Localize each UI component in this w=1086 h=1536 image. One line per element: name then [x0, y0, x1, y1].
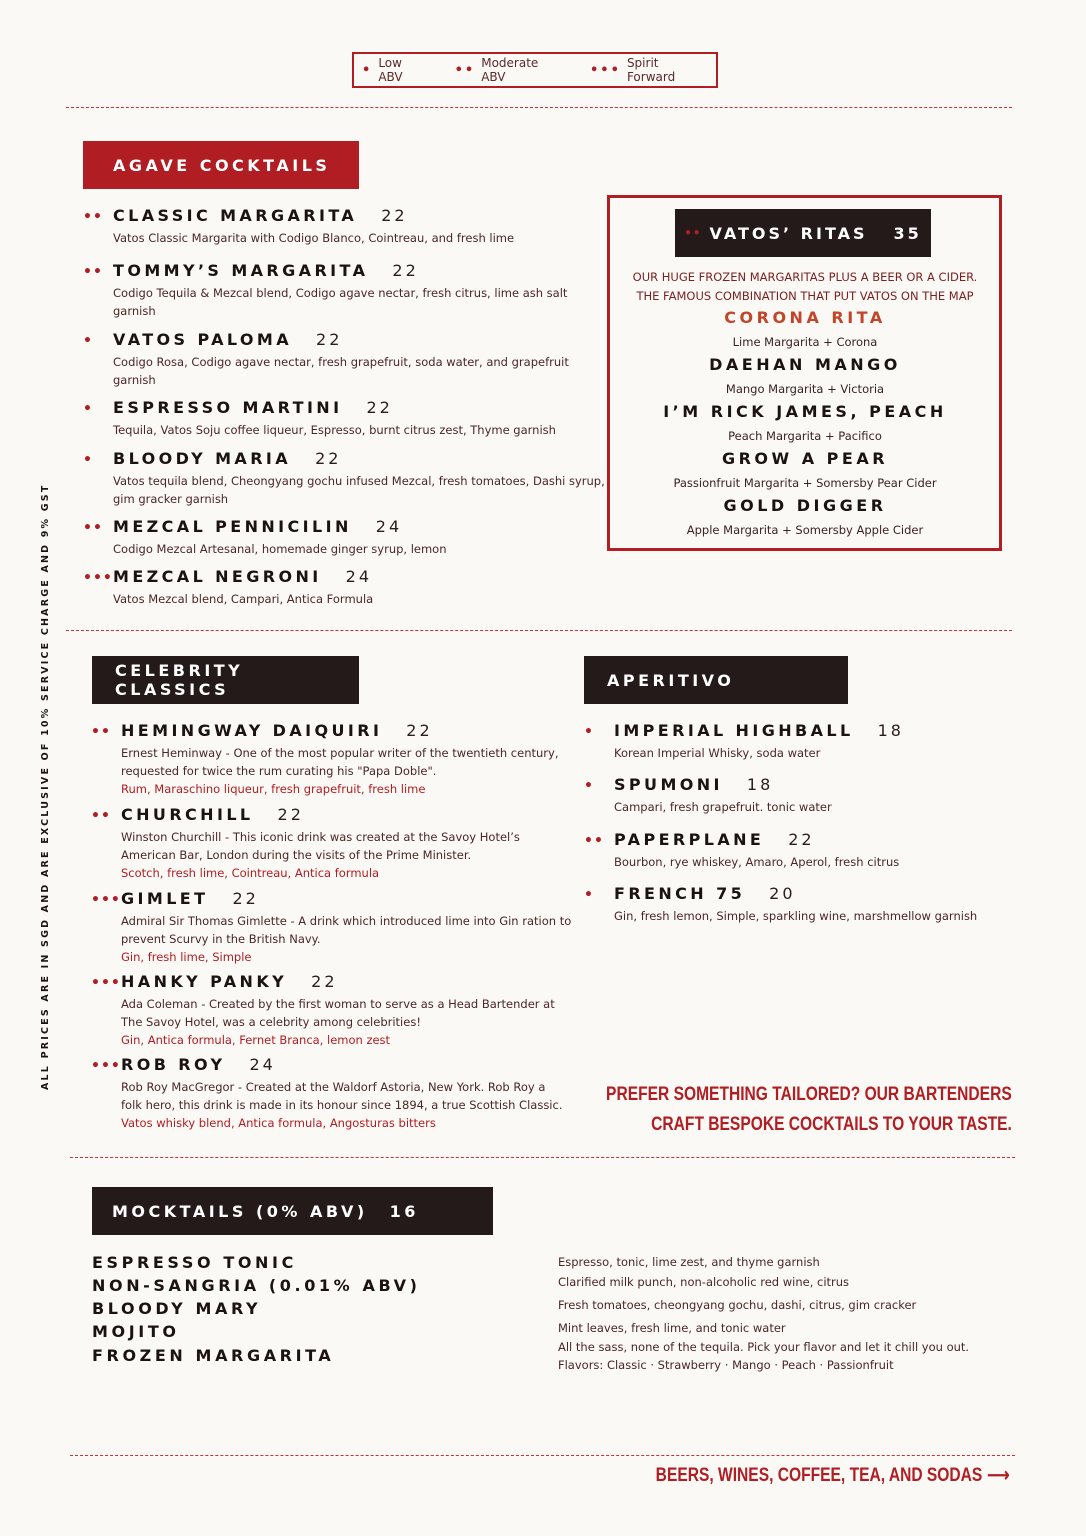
abv-dots: ••	[684, 226, 702, 240]
item-ingredients: Rum, Maraschino liqueur, fresh grapefruit, fresh lime	[121, 782, 426, 796]
item-name: SPUMONI	[614, 775, 723, 794]
price-note: ALL PRICES ARE IN SGD AND ARE EXCLUSIVE OF 10% SERVICE CHARGE AND 9% GST	[40, 483, 51, 1090]
item-price: 22	[406, 721, 433, 740]
item-name: GIMLET	[121, 889, 209, 908]
agave-item	[83, 330, 583, 389]
celebrity-item	[91, 972, 581, 1049]
mocktails-price: 16	[389, 1201, 419, 1221]
ritas-intro-2: THE FAMOUS COMBINATION THAT PUT VATOS ON THE MAP	[636, 289, 974, 303]
item-desc: Vatos Mezcal blend, Campari, Antica Formula	[113, 592, 374, 606]
mocktail-desc: Fresh tomatoes, cheongyang gochu, dashi, citrus, gim cracker	[558, 1298, 917, 1312]
item-desc: Codigo Rosa, Codigo agave nectar, fresh grapefruit, soda water, and grapefruit garnish	[113, 355, 569, 387]
ritas-item-desc: Passionfruit Margarita + Somersby Pear Cider	[673, 476, 937, 490]
item-story: prevent Scurvy in the British Navy.	[121, 932, 321, 946]
item-name: HANKY PANKY	[121, 972, 288, 991]
divider	[70, 1157, 1015, 1158]
item-name: VATOS PALOMA	[113, 330, 293, 349]
item-desc: Codigo Mezcal Artesanal, homemade ginger syrup, lemon	[113, 542, 447, 556]
celebrity-item	[91, 889, 591, 966]
item-name: MEZCAL PENNICILIN	[113, 517, 352, 536]
ritas-item-name: GOLD DIGGER	[723, 496, 887, 515]
legend-moderate-dots: ••	[454, 62, 476, 78]
item-name: FRENCH 75	[614, 884, 746, 903]
mocktail-desc: Espresso, tonic, lime zest, and thyme garnish	[558, 1255, 820, 1269]
abv-dots: ••	[83, 209, 103, 225]
abv-dots: •••	[83, 570, 113, 586]
celebrity-item	[91, 721, 581, 798]
mocktail-name: MOJITO	[92, 1322, 180, 1341]
item-desc	[91, 995, 581, 1049]
abv-dots: ••	[584, 833, 604, 849]
mocktails-title: MOCKTAILS (0% ABV)	[112, 1201, 368, 1221]
legend-moderate	[455, 56, 564, 84]
item-desc	[91, 744, 581, 798]
item-desc	[91, 1078, 581, 1132]
legend-spirit-label: Spirit Forward	[626, 56, 676, 84]
item-desc: Vatos tequila blend, Cheongyang gochu infused Mezcal, fresh tomatoes, Dashi syrup, gim gracker garnish	[113, 474, 605, 506]
item-price: 18	[746, 775, 774, 794]
legend-spirit-dots: •••	[590, 62, 621, 78]
abv-dots: •••	[91, 975, 121, 991]
item-price: 24	[345, 567, 373, 586]
item-desc: Gin, fresh lemon, Simple, sparkling wine, marshmellow garnish	[614, 909, 978, 923]
agave-item	[83, 517, 603, 558]
mocktail-flavors: Flavors: Classic · Strawberry · Mango · Peach · Passionfruit	[558, 1358, 894, 1372]
aperitivo-item	[584, 830, 899, 871]
ritas-item-desc: Apple Margarita + Somersby Apple Cider	[686, 523, 924, 537]
item-name: IMPERIAL HIGHBALL	[614, 721, 854, 740]
ritas-price: 35	[893, 223, 922, 243]
item-price: 22	[311, 972, 338, 991]
item-price: 22	[366, 398, 393, 417]
item-desc: Vatos Classic Margarita with Codigo Blanco, Cointreau, and fresh lime	[113, 231, 515, 245]
tailored-note-line-1: PREFER SOMETHING TAILORED? OUR BARTENDERS	[606, 1084, 1012, 1105]
agave-item	[83, 398, 603, 439]
abv-dots: ••	[83, 264, 103, 280]
aperitivo-item	[584, 721, 904, 762]
item-desc: Korean Imperial Whisky, soda water	[614, 746, 821, 760]
item-story: The Savoy Hotel, was a celebrity among celebrities!	[121, 1015, 421, 1029]
item-story: Ernest Heminway - One of the most popular writer of the twentieth century,	[121, 746, 559, 760]
ritas-intro-1: OUR HUGE FROZEN MARGARITAS PLUS A BEER OR A CIDER.	[632, 270, 978, 284]
item-price: 24	[249, 1055, 276, 1074]
ritas-item-name: I’M RICK JAMES, PEACH	[663, 402, 947, 421]
abv-dots: •	[584, 778, 594, 794]
item-ingredients: Gin, Antica formula, Fernet Branca, lemon zest	[121, 1033, 391, 1047]
abv-dots: ••	[91, 808, 111, 824]
ritas-item-name: GROW A PEAR	[721, 449, 889, 468]
item-name: ESPRESSO MARTINI	[113, 398, 343, 417]
mocktail-desc: Mint leaves, fresh lime, and tonic water	[558, 1321, 786, 1335]
divider	[70, 1455, 1015, 1456]
agave-item	[83, 206, 603, 247]
legend-spirit	[590, 56, 708, 84]
item-desc: Bourbon, rye whiskey, Amaro, Aperol, fresh citrus	[614, 855, 900, 869]
divider	[66, 107, 1012, 108]
item-desc: Codigo Tequila & Mezcal blend, Codigo agave nectar, fresh citrus, lime ash salt garnish	[113, 286, 568, 318]
legend-moderate-label: Moderate ABV	[481, 56, 539, 84]
item-desc: Tequila, Vatos Soju coffee liqueur, Espresso, burnt citrus zest, Thyme garnish	[113, 423, 556, 437]
agave-header: AGAVE COCKTAILS	[83, 141, 359, 189]
item-ingredients: Gin, fresh lime, Simple	[121, 950, 252, 964]
legend-low	[362, 56, 429, 84]
aperitivo-item	[584, 775, 832, 816]
item-name: PAPERPLANE	[614, 830, 765, 849]
mocktail-desc: Clarified milk punch, non-alcoholic red wine, citrus	[558, 1275, 850, 1289]
item-price: 18	[877, 721, 904, 740]
ritas-item-name: CORONA RITA	[724, 308, 886, 327]
mocktail-name: NON-SANGRIA (0.01% ABV)	[92, 1276, 421, 1295]
item-name: CHURCHILL	[121, 805, 254, 824]
item-name: BLOODY MARIA	[113, 449, 292, 468]
item-ingredients: Vatos whisky blend, Antica formula, Angosturas bitters	[121, 1116, 436, 1130]
item-price: 22	[381, 206, 408, 225]
item-price: 22	[316, 330, 343, 349]
item-price: 22	[315, 449, 342, 468]
item-story: Ada Coleman - Created by the first woman to serve as a Head Bartender at	[121, 997, 555, 1011]
legend-low-dots: •	[362, 62, 373, 78]
ritas-item-desc: Peach Margarita + Pacifico	[728, 429, 882, 443]
item-story: folk hero, this drink is made in its honour since 1894, a true Scottish Classic.	[121, 1098, 563, 1112]
item-name: CLASSIC MARGARITA	[113, 206, 358, 225]
abv-legend	[352, 52, 718, 88]
item-name: MEZCAL NEGRONI	[113, 567, 322, 586]
tailored-note-line-2: CRAFT BESPOKE COCKTAILS TO YOUR TASTE.	[651, 1114, 1012, 1135]
agave-item	[83, 449, 613, 508]
agave-item	[83, 567, 603, 608]
mocktail-name: FROZEN MARGARITA	[92, 1346, 335, 1365]
aperitivo-header: APERITIVO	[584, 656, 848, 704]
abv-dots: •	[584, 887, 594, 903]
ritas-item-name: DAEHAN MANGO	[709, 355, 901, 374]
item-name: ROB ROY	[121, 1055, 226, 1074]
arrow-right-icon: ⟶	[987, 1465, 1010, 1486]
more-drinks-label[interactable]: BEERS, WINES, COFFEE, TEA, AND SODAS	[656, 1464, 983, 1486]
abv-dots: •	[83, 452, 93, 468]
ritas-item-desc: Mango Margarita + Victoria	[725, 382, 885, 396]
item-desc	[91, 828, 581, 882]
item-desc: Campari, fresh grapefruit. tonic water	[614, 800, 832, 814]
more-drinks-link[interactable]	[656, 1464, 1010, 1487]
mocktail-desc: All the sass, none of the tequila. Pick your flavor and let it chill you out.	[558, 1340, 970, 1354]
abv-dots: •	[83, 333, 93, 349]
item-price: 20	[769, 884, 796, 903]
ritas-item-desc: Lime Margarita + Corona	[732, 335, 878, 349]
celebrity-item	[91, 805, 581, 882]
item-story: Admiral Sir Thomas Gimlette - A drink which introduced lime into Gin ration to	[121, 914, 572, 928]
abv-dots: •••	[91, 892, 121, 908]
item-desc	[91, 912, 591, 966]
abv-dots: •	[83, 401, 93, 417]
celebrity-header: CELEBRITY CLASSICS	[92, 656, 359, 704]
item-name: TOMMY’S MARGARITA	[113, 261, 369, 280]
mocktail-name: BLOODY MARY	[92, 1299, 262, 1318]
divider	[66, 630, 1012, 631]
item-story: Rob Roy MacGregor - Created at the Waldorf Astoria, New York. Rob Roy a	[121, 1080, 546, 1094]
abv-dots: •	[584, 724, 594, 740]
item-story: Winston Churchill - This iconic drink was created at the Savoy Hotel’s	[121, 830, 520, 844]
item-price: 22	[232, 889, 259, 908]
item-price: 22	[392, 261, 419, 280]
celebrity-item	[91, 1055, 581, 1132]
item-price: 22	[277, 805, 304, 824]
ritas-header	[675, 209, 931, 257]
abv-dots: ••	[91, 724, 111, 740]
item-price: 24	[375, 517, 403, 536]
item-price: 22	[788, 830, 815, 849]
aperitivo-item	[584, 884, 977, 925]
ritas-title: VATOS’ RITAS	[709, 223, 868, 243]
item-ingredients: Scotch, fresh lime, Cointreau, Antica formula	[121, 866, 380, 880]
item-story: American Bar, London during the visits of the Prime Minister.	[121, 848, 472, 862]
agave-item	[83, 261, 583, 320]
mocktail-name: ESPRESSO TONIC	[92, 1253, 297, 1272]
item-story: requested for twice the rum curating his "Papa Doble".	[121, 764, 437, 778]
abv-dots: ••	[83, 520, 103, 536]
abv-dots: •••	[91, 1058, 121, 1074]
item-name: HEMINGWAY DAIQUIRI	[121, 721, 383, 740]
legend-low-label: Low ABV	[378, 56, 403, 84]
mocktails-header	[92, 1187, 493, 1235]
